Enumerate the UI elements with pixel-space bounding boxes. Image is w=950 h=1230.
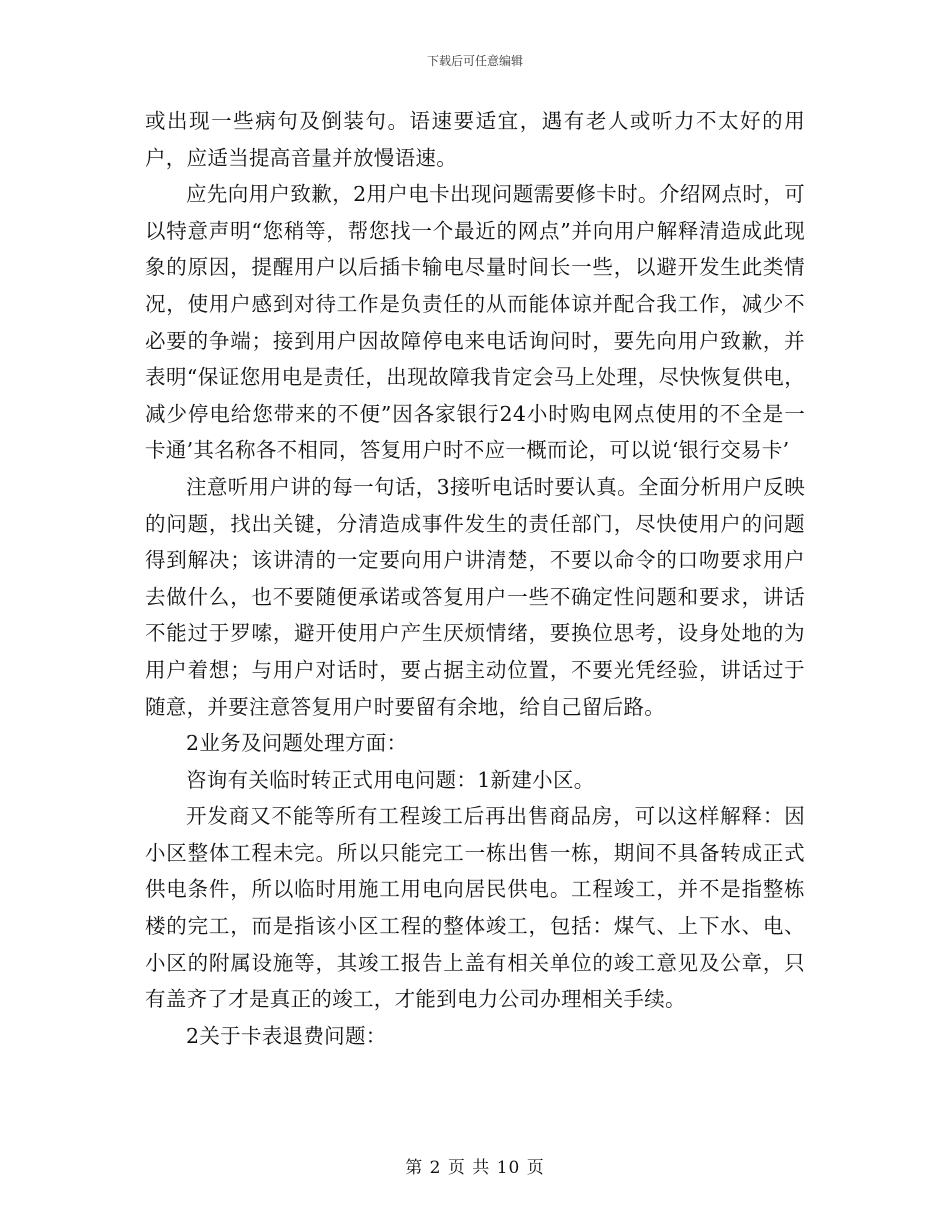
paragraph-4: 2业务及问题处理方面： <box>186 731 408 756</box>
page-number-footer: 第 2 页 共 10 页 <box>405 1158 545 1178</box>
document-body <box>145 103 805 1054</box>
paragraph-5: 咨询有关临时转正式用电问题：1新建小区。 <box>186 767 595 792</box>
page-header: 下载后可任意编辑 <box>426 54 523 68</box>
paragraph-2: 应先向用户致歉，2用户电卡出现问题需要修卡时。介绍网点时，可以特意声明“您稍等，帮您找一个最近的网点”并向用户解释清造成此现象的原因，提醒用户以后插卡输电尽量时间长一些，以避开发生此类情况，使用户感到对待工作是负责任的从而能体谅并配合我工作，减少不必要的争端；接到用户因故障停电来电话询问时，要先向用户致歉，并表明“保证您用电是责任，出现故障我肯定会马上处理，尽快恢复供电，减少停电给您带来的不便”因各家银行24小时购电网点使用的不全是一卡通’其名称各不相同，答复用户时不应一概而论，可以说‘银行交易卡’ <box>145 182 805 463</box>
paragraph-6: 开发商又不能等所有工程竣工后再出售商品房，可以这样解释：因小区整体工程未完。所以只能完工一栋出售一栋，期间不具备转成正式供电条件，所以临时用施工用电向居民供电。工程竣工，并不是指整栋楼的完工，而是指该小区工程的整体竣工，包括：煤气、上下水、电、小区的附属设施等，其竣工报告上盖有相关单位的竣工意见及公章，只有盖齐了才是真正的竣工，才能到电力公司办理相关手续。 <box>145 804 805 1012</box>
paragraph-1: 或出现一些病句及倒装句。语速要适宜，遇有老人或听力不太好的用户，应适当提高音量并放慢语速。 <box>145 109 805 170</box>
paragraph-7: 2关于卡表退费问题： <box>186 1023 387 1048</box>
paragraph-3: 注意听用户讲的每一句话，3接听电话时要认真。全面分析用户反映的问题，找出关键，分清造成事件发生的责任部门，尽快使用户的问题得到解决；该讲清的一定要向用户讲清楚，不要以命令的口吻要求用户去做什么，也不要随便承诺或答复用户一些不确定性问题和要求，讲话不能过于罗嗦，避开使用户产生厌烦情绪，要换位思考，设身处地的为用户着想；与用户对话时，要占据主动位置，不要光凭经验，讲话过于随意，并要注意答复用户时要留有余地，给自己留后路。 <box>145 474 805 719</box>
